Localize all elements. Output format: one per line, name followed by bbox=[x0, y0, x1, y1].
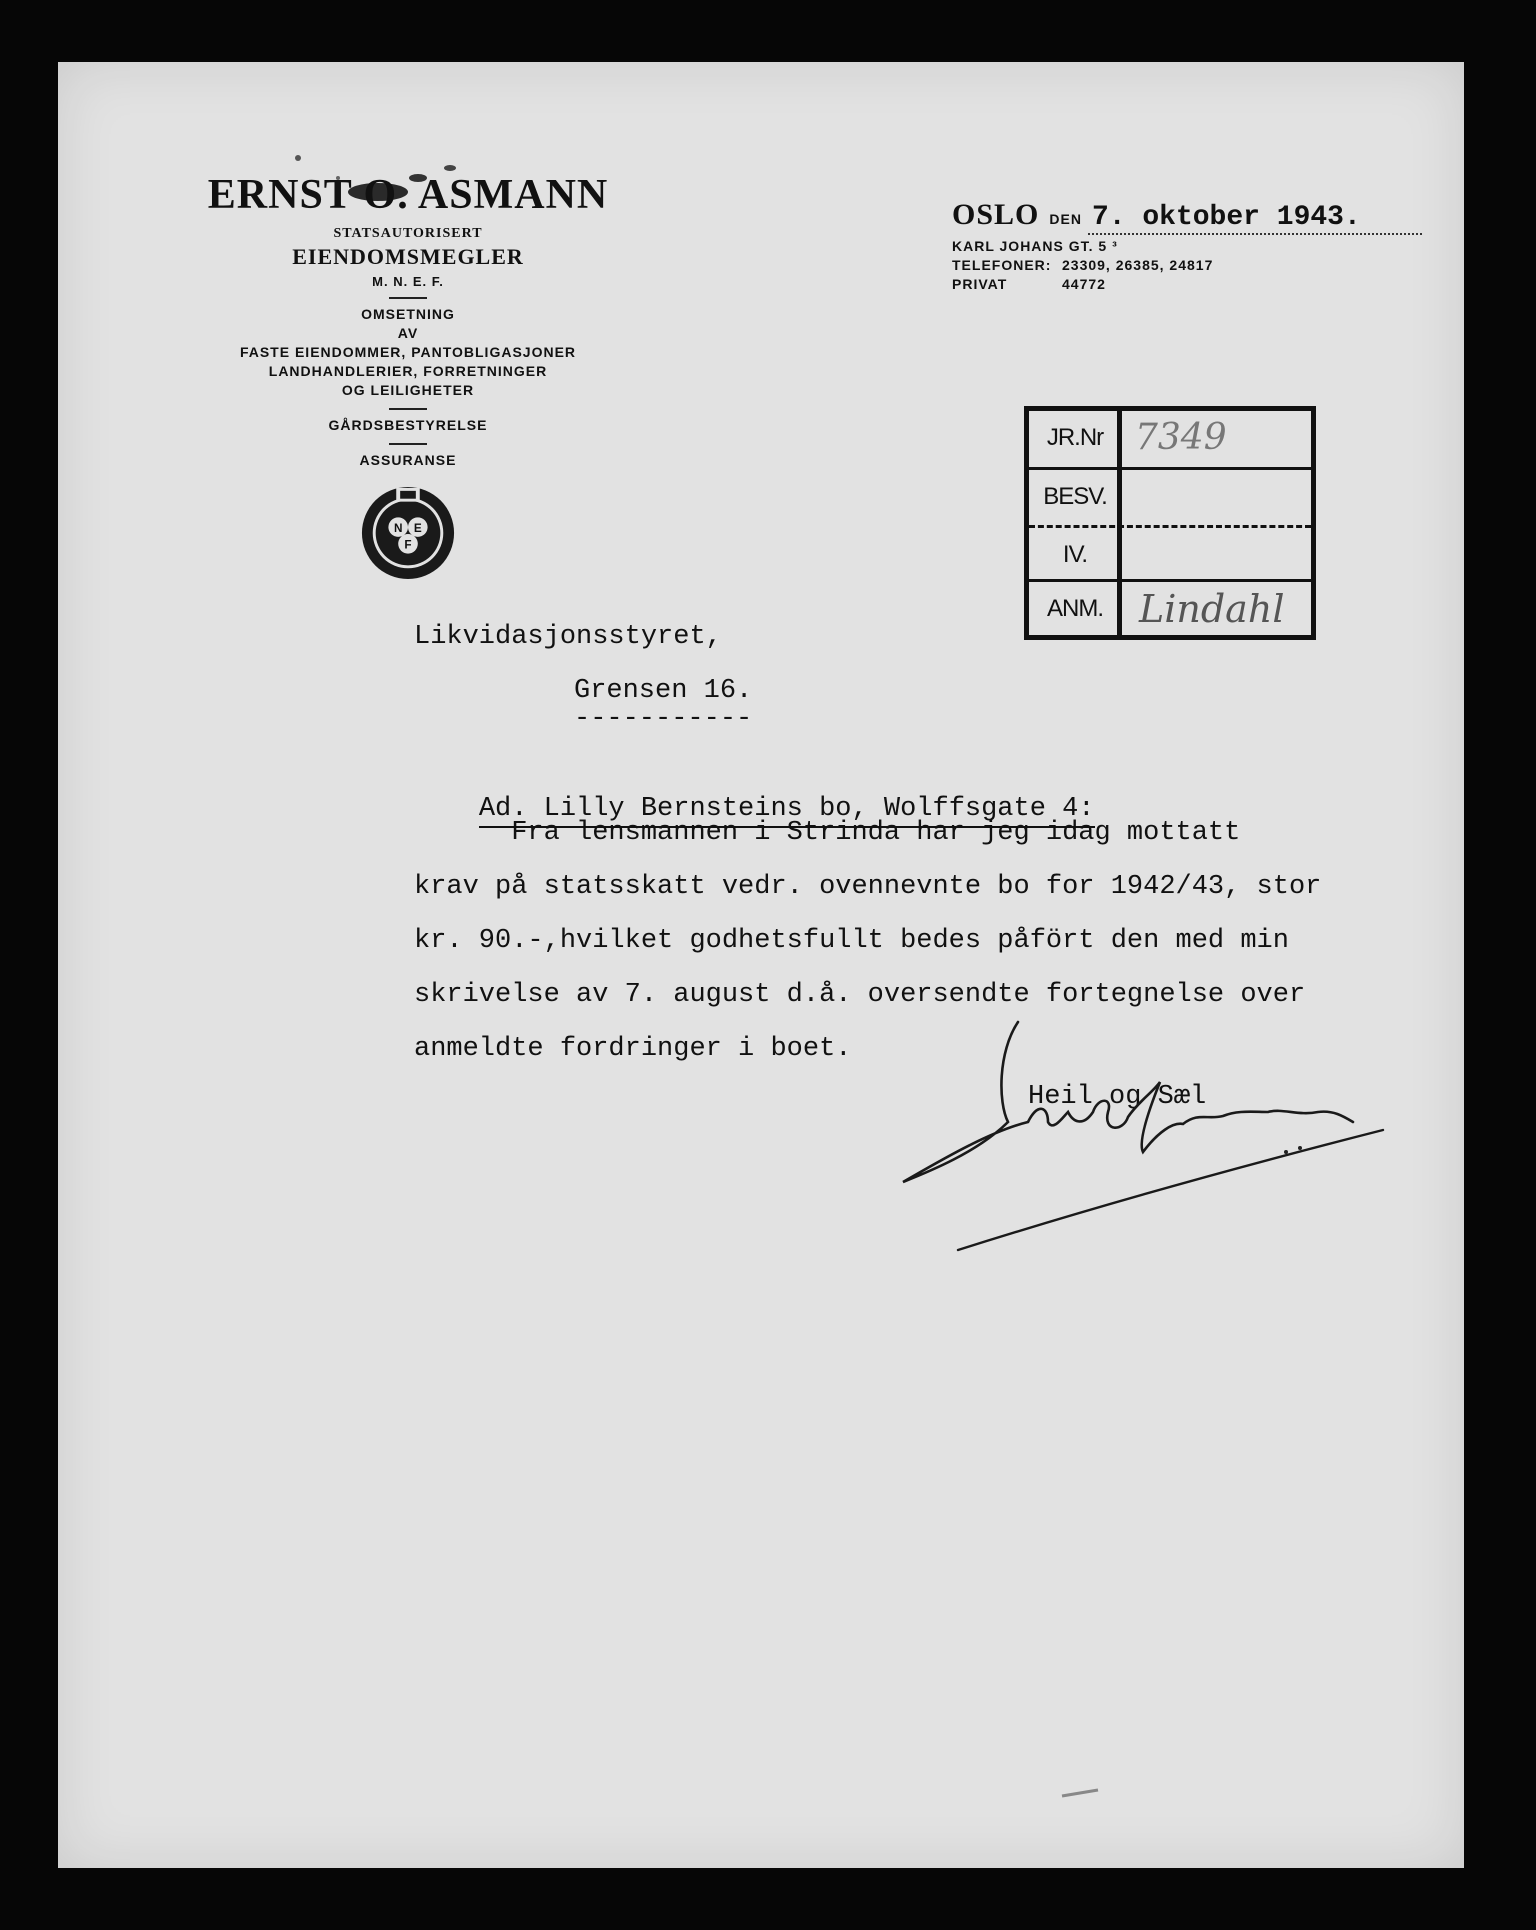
company-title-line1: STATSAUTORISERT bbox=[333, 226, 483, 241]
seal-letter: F bbox=[404, 538, 412, 552]
divider bbox=[389, 408, 427, 410]
stamp-remark-handwriting: Lindahl bbox=[1139, 587, 1285, 631]
services-list bbox=[150, 305, 666, 400]
stamp-label: IV. bbox=[1062, 541, 1088, 568]
journal-stamp bbox=[1024, 406, 1316, 640]
seal-letter: N bbox=[393, 522, 403, 536]
private-phone: 44772 bbox=[1062, 276, 1106, 292]
address: KARL JOHANS GT. 5 ³ bbox=[952, 238, 1118, 254]
closing-greeting: Heil og Sæl bbox=[1028, 1082, 1207, 1112]
divider bbox=[389, 297, 427, 299]
private-phone-line bbox=[952, 275, 1422, 294]
body-line: kr. 90.-,hvilket godhetsfullt bedes påfört den med min bbox=[414, 926, 1289, 956]
company-name: ERNST O. ASMANN bbox=[207, 172, 609, 218]
service-line: OG LEILIGHETER bbox=[341, 382, 475, 398]
body-line: Fra lensmannen i Strinda har jeg idag mottatt bbox=[414, 818, 1241, 848]
stamp-row-remark bbox=[1029, 579, 1311, 638]
header-right bbox=[952, 198, 1422, 294]
stamp-row-journal bbox=[1029, 411, 1311, 465]
stamp-label: JR.Nr bbox=[1046, 424, 1104, 451]
stamp-divider bbox=[1117, 411, 1122, 635]
stamp-label: BESV. bbox=[1043, 483, 1107, 510]
membership: M. N. E. F. bbox=[372, 274, 444, 289]
contact-block bbox=[952, 237, 1422, 294]
phone-label: TELEFONER: bbox=[952, 257, 1052, 273]
body-line: krav på statsskatt vedr. ovennevnte bo for 1942/43, stor bbox=[414, 872, 1322, 902]
stamp-label: ANM. bbox=[1047, 595, 1103, 622]
service-insurance: ASSURANSE bbox=[359, 452, 457, 468]
service-line: FASTE EIENDOMMER, PANTOBLIGASJONER bbox=[239, 344, 577, 360]
body-line: skrivelse av 7. august d.å. oversendte fortegnelse over bbox=[414, 980, 1306, 1010]
recipient: Likvidasjonsstyret, bbox=[414, 622, 722, 652]
service-line: OMSETNING bbox=[361, 306, 455, 322]
dateline bbox=[952, 198, 1422, 235]
handwritten-signature bbox=[898, 1012, 1388, 1272]
stamp-journal-number: 7349 bbox=[1135, 417, 1227, 458]
nef-seal-icon bbox=[359, 484, 457, 582]
street-underline: ----------- bbox=[574, 704, 753, 734]
service-line: LANDHANDLERIER, FORRETNINGER bbox=[268, 363, 548, 379]
recipient-street: Grensen 16. bbox=[574, 676, 753, 706]
phone-numbers: 23309, 26385, 24817 bbox=[1062, 257, 1214, 273]
letterhead bbox=[150, 172, 666, 582]
private-label: PRIVAT bbox=[952, 276, 1008, 292]
body-line: anmeldte fordringer i boet. bbox=[414, 1034, 852, 1064]
letter-paper bbox=[58, 62, 1464, 1868]
letter-date: 7. oktober 1943. bbox=[1088, 202, 1422, 235]
city: OSLO bbox=[952, 198, 1040, 231]
phone-line bbox=[952, 256, 1422, 275]
stamp-row-answered bbox=[1029, 467, 1311, 524]
company-title-line2: EIENDOMSMEGLER bbox=[292, 244, 524, 269]
service-line: AV bbox=[397, 325, 419, 341]
den-label: DEN bbox=[1049, 211, 1082, 227]
ink-mark bbox=[1060, 1786, 1100, 1800]
divider bbox=[389, 443, 427, 445]
stamp-row-iv bbox=[1029, 525, 1311, 582]
subject-line: Ad. Lilly Bernsteins bo, Wolffsgate 4: bbox=[479, 794, 1095, 828]
service-property-management: GÅRDSBESTYRELSE bbox=[328, 417, 488, 433]
seal-letter: E bbox=[413, 522, 422, 536]
